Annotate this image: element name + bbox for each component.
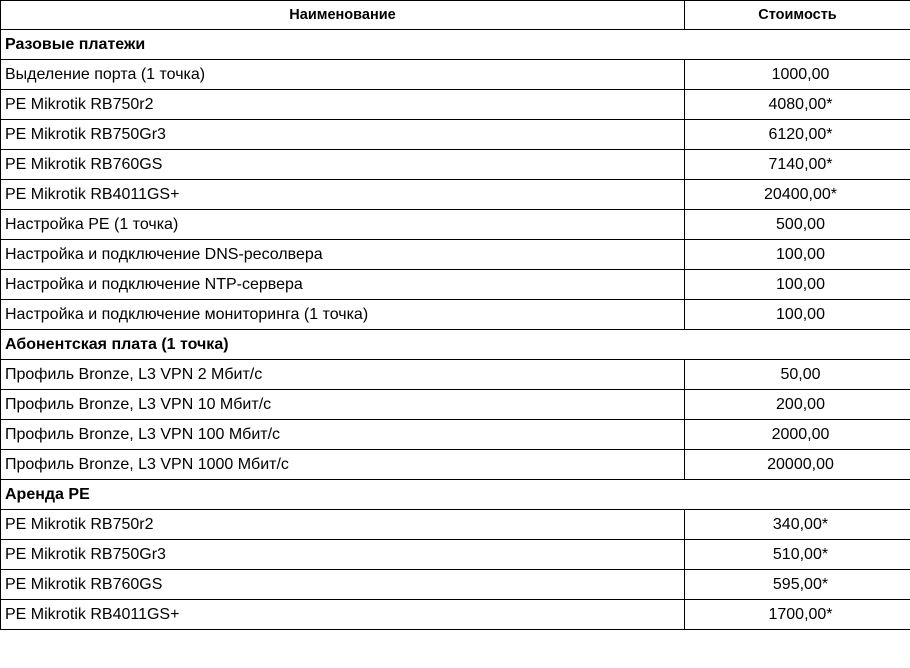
item-cost: 20000,00 — [685, 450, 910, 480]
table-header-row — [1, 1, 910, 30]
section-row — [1, 480, 910, 510]
item-cost: 20400,00* — [685, 180, 910, 210]
table-row — [1, 450, 910, 480]
item-name: Профиль Bronze, L3 VPN 2 Мбит/с — [1, 360, 685, 390]
section-row — [1, 330, 910, 360]
table-row — [1, 60, 910, 90]
table-row — [1, 510, 910, 540]
table-row — [1, 270, 910, 300]
item-cost: 1000,00 — [685, 60, 910, 90]
header-cost: Стоимость — [685, 1, 910, 30]
section-row — [1, 30, 910, 60]
item-name: Профиль Bronze, L3 VPN 10 Мбит/с — [1, 390, 685, 420]
item-name: Настройка PE (1 точка) — [1, 210, 685, 240]
item-name: PE Mikrotik RB750r2 — [1, 510, 685, 540]
item-cost: 7140,00* — [685, 150, 910, 180]
item-name: Настройка и подключение NTP-сервера — [1, 270, 685, 300]
table-row — [1, 120, 910, 150]
table-row — [1, 300, 910, 330]
table-row — [1, 210, 910, 240]
item-cost: 100,00 — [685, 270, 910, 300]
section-title: Разовые платежи — [1, 30, 910, 60]
table-row — [1, 540, 910, 570]
table-row — [1, 150, 910, 180]
item-cost: 100,00 — [685, 300, 910, 330]
item-cost: 2000,00 — [685, 420, 910, 450]
item-name: PE Mikrotik RB750Gr3 — [1, 120, 685, 150]
item-name: Профиль Bronze, L3 VPN 100 Мбит/с — [1, 420, 685, 450]
item-cost: 4080,00* — [685, 90, 910, 120]
item-cost: 500,00 — [685, 210, 910, 240]
item-name: PE Mikrotik RB760GS — [1, 150, 685, 180]
item-cost: 100,00 — [685, 240, 910, 270]
section-title: Абонентская плата (1 точка) — [1, 330, 910, 360]
item-name: PE Mikrotik RB750Gr3 — [1, 540, 685, 570]
table-row — [1, 600, 910, 630]
table-row — [1, 360, 910, 390]
item-name: Настройка и подключение мониторинга (1 точка) — [1, 300, 685, 330]
item-cost: 595,00* — [685, 570, 910, 600]
table-row — [1, 90, 910, 120]
item-cost: 50,00 — [685, 360, 910, 390]
table-row — [1, 180, 910, 210]
item-name: Профиль Bronze, L3 VPN 1000 Мбит/с — [1, 450, 685, 480]
item-name: PE Mikrotik RB4011GS+ — [1, 180, 685, 210]
table-row — [1, 390, 910, 420]
item-name: Выделение порта (1 точка) — [1, 60, 685, 90]
table-row — [1, 420, 910, 450]
item-name: Настройка и подключение DNS-ресолвера — [1, 240, 685, 270]
item-cost: 340,00* — [685, 510, 910, 540]
item-cost: 510,00* — [685, 540, 910, 570]
item-name: PE Mikrotik RB760GS — [1, 570, 685, 600]
item-cost: 200,00 — [685, 390, 910, 420]
item-name: PE Mikrotik RB750r2 — [1, 90, 685, 120]
section-title: Аренда PE — [1, 480, 910, 510]
table-row — [1, 570, 910, 600]
header-name: Наименование — [1, 1, 685, 30]
item-cost: 6120,00* — [685, 120, 910, 150]
item-cost: 1700,00* — [685, 600, 910, 630]
table-row — [1, 240, 910, 270]
item-name: PE Mikrotik RB4011GS+ — [1, 600, 685, 630]
